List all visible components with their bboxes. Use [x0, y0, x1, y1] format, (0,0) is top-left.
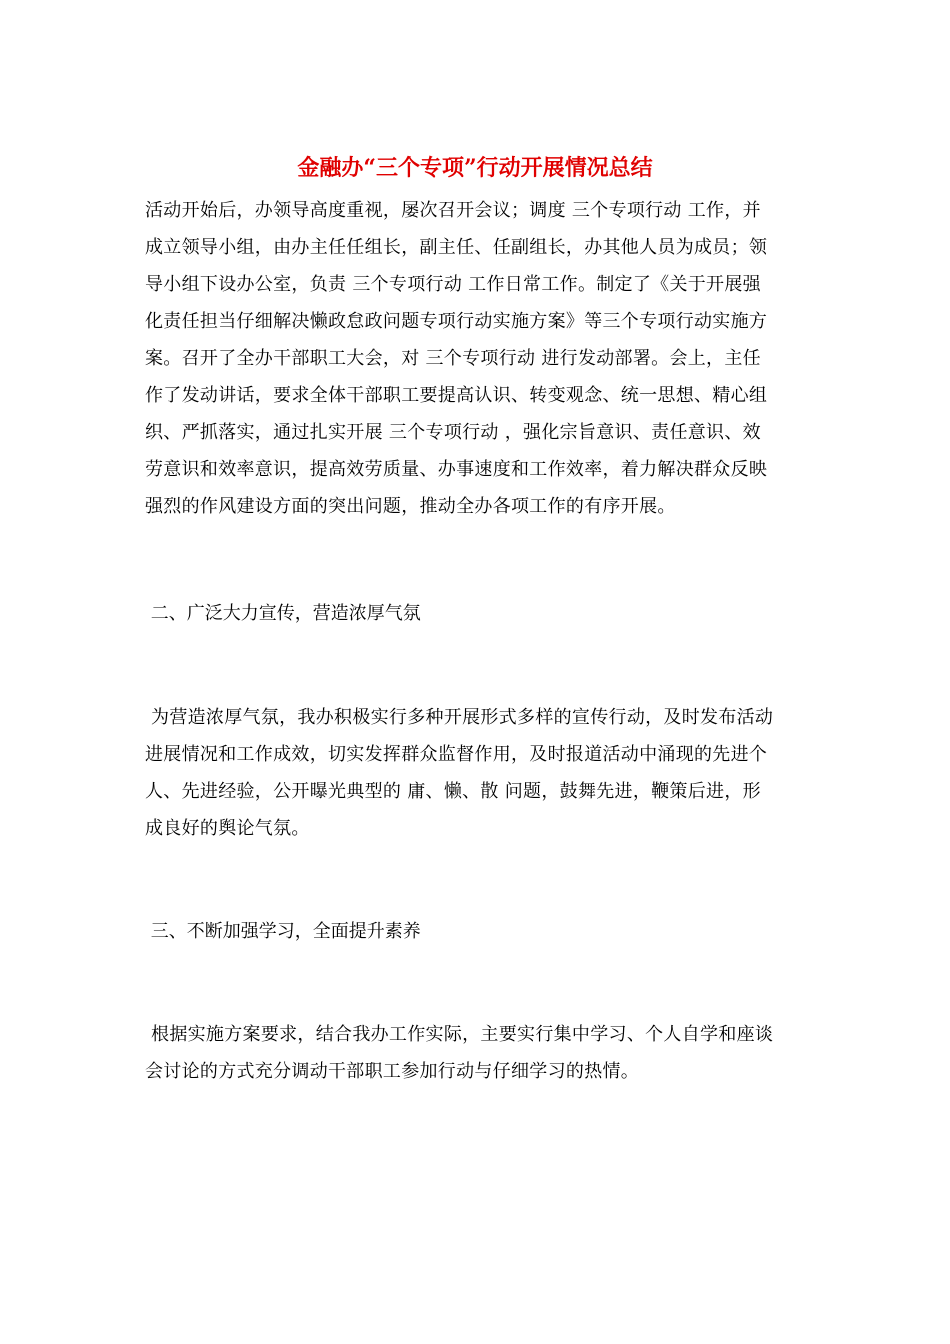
paragraph1-line-9: 强烈的作风建设方面的突出问题，推动全办各项工作的有序开展。 [145, 496, 676, 517]
section-heading-2: 二、广泛大力宣传，营造浓厚气氛 [145, 603, 421, 624]
document-title: 金融办“三个专项”行动开展情况总结 [297, 155, 653, 181]
paragraph3-line-2: 会讨论的方式充分调动干部职工参加行动与仔细学习的热情。 [145, 1061, 640, 1082]
paragraph1-line-1: 活动开始后，办领导高度重视，屡次召开会议；调度 三个专项行动 工作，并 [145, 200, 761, 221]
paragraph1-line-3: 导小组下设办公室，负责 三个专项行动 工作日常工作。制定了《关于开展强 [145, 274, 761, 295]
paragraph2-line-2: 进展情况和工作成效，切实发挥群众监督作用，及时报道活动中涌现的先进个 [145, 744, 768, 765]
paragraph1-line-4: 化责任担当仔细解决懒政怠政问题专项行动实施方案》等三个专项行动实施方 [145, 311, 768, 332]
paragraph1-line-6: 作了发动讲话，要求全体干部职工要提高认识、转变观念、统一思想、精心组 [145, 385, 768, 406]
paragraph2-line-4: 成良好的舆论气氛。 [145, 818, 310, 839]
paragraph1-line-7: 织、严抓落实，通过扎实开展 三个专项行动 ，强化宗旨意识、责任意识、效 [145, 422, 761, 443]
paragraph2-line-1: 为营造浓厚气氛，我办积极实行多种开展形式多样的宣传行动，及时发布活动 [145, 707, 774, 728]
paragraph1-line-8: 劳意识和效率意识，提高效劳质量、办事速度和工作效率，着力解决群众反映 [145, 459, 768, 480]
paragraph1-line-5: 案。召开了全办干部职工大会，对 三个专项行动 进行发动部署。会上，主任 [145, 348, 761, 369]
paragraph2-line-3: 人、先进经验，公开曝光典型的 庸、懒、散 问题，鼓舞先进，鞭策后进，形 [145, 781, 761, 802]
section-heading-3: 三、不断加强学习，全面提升素养 [145, 921, 421, 942]
paragraph3-line-1: 根据实施方案要求，结合我办工作实际，主要实行集中学习、个人自学和座谈 [145, 1024, 774, 1045]
paragraph1-line-2: 成立领导小组，由办主任任组长，副主任、任副组长，办其他人员为成员；领 [145, 237, 768, 258]
